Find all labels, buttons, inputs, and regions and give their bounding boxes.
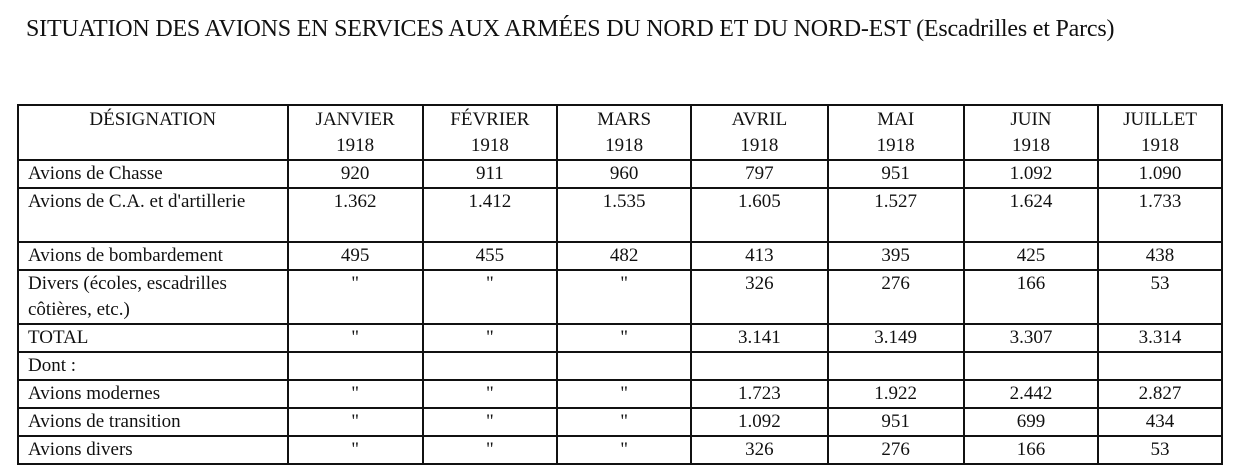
table-row	[18, 324, 1222, 352]
table-cell: 3.149	[828, 324, 964, 352]
table-body	[18, 160, 1222, 464]
table-cell: "	[557, 270, 691, 324]
table-cell: 1.605	[691, 188, 827, 242]
column-header	[964, 105, 1098, 160]
table-row	[18, 408, 1222, 436]
table-header-row	[18, 105, 1222, 160]
table-cell: "	[288, 324, 423, 352]
row-label: Avions divers	[18, 436, 288, 464]
designation-header: DÉSIGNATION	[18, 105, 288, 160]
row-label: Avions de Chasse	[18, 160, 288, 188]
table-cell: 951	[828, 408, 964, 436]
table-cell: 1.535	[557, 188, 691, 242]
column-header	[423, 105, 557, 160]
table-cell: 1.624	[964, 188, 1098, 242]
table-cell: "	[423, 270, 557, 324]
table-cell: 434	[1098, 408, 1222, 436]
table-row	[18, 380, 1222, 408]
table-cell	[1098, 352, 1222, 380]
table-row	[18, 160, 1222, 188]
table-cell: "	[288, 380, 423, 408]
table-cell: 1.092	[964, 160, 1098, 188]
table-row	[18, 436, 1222, 464]
column-year: 1918	[876, 135, 915, 156]
table-cell: 425	[964, 242, 1098, 270]
column-month: AVRIL	[731, 109, 788, 130]
table-cell: 3.141	[691, 324, 827, 352]
row-label: Avions de C.A. et d'artillerie	[18, 188, 288, 242]
column-year: 1918	[605, 135, 644, 156]
column-month: JUIN	[1010, 109, 1052, 130]
table-cell: 1.090	[1098, 160, 1222, 188]
table-cell: 1.092	[691, 408, 827, 436]
table-cell	[557, 352, 691, 380]
table-cell: 455	[423, 242, 557, 270]
table-cell: 53	[1098, 270, 1222, 324]
column-year: 1918	[1011, 135, 1050, 156]
table-cell: 3.307	[964, 324, 1098, 352]
row-label: Avions de transition	[18, 408, 288, 436]
row-label: Avions modernes	[18, 380, 288, 408]
row-label: Divers (écoles, escadrilles côtières, etc.)	[18, 270, 288, 324]
column-year: 1918	[1141, 135, 1180, 156]
column-month: JUILLET	[1123, 109, 1197, 130]
table-cell: 53	[1098, 436, 1222, 464]
table-cell: 951	[828, 160, 964, 188]
table-cell: 326	[691, 270, 827, 324]
table-cell: "	[557, 324, 691, 352]
table-cell: 1.412	[423, 188, 557, 242]
table-cell: 482	[557, 242, 691, 270]
table-cell: "	[557, 436, 691, 464]
table-cell: 960	[557, 160, 691, 188]
table-cell: 699	[964, 408, 1098, 436]
table-row	[18, 188, 1222, 242]
table-cell: "	[557, 408, 691, 436]
table-cell: "	[423, 324, 557, 352]
column-year: 1918	[740, 135, 779, 156]
table-cell: 276	[828, 436, 964, 464]
table-cell: 166	[964, 436, 1098, 464]
column-month: JANVIER	[315, 109, 395, 130]
table-cell	[423, 352, 557, 380]
table-cell: 495	[288, 242, 423, 270]
table-cell	[288, 352, 423, 380]
table-cell: 2.442	[964, 380, 1098, 408]
table-row	[18, 270, 1222, 324]
table-cell: 395	[828, 242, 964, 270]
table-cell: "	[423, 436, 557, 464]
table-cell: "	[288, 270, 423, 324]
table-cell	[691, 352, 827, 380]
table-cell: 276	[828, 270, 964, 324]
column-header	[691, 105, 827, 160]
table-cell: 2.827	[1098, 380, 1222, 408]
table-cell: 413	[691, 242, 827, 270]
table-cell: "	[288, 436, 423, 464]
column-month: MAI	[877, 109, 915, 130]
table-cell: 1.362	[288, 188, 423, 242]
table-cell: 1.527	[828, 188, 964, 242]
table-row	[18, 242, 1222, 270]
table-cell: 797	[691, 160, 827, 188]
column-header	[557, 105, 691, 160]
aircraft-table	[17, 104, 1223, 465]
row-label: Dont :	[18, 352, 288, 380]
column-header	[828, 105, 964, 160]
table-cell: 438	[1098, 242, 1222, 270]
table-cell: 326	[691, 436, 827, 464]
column-month: FÉVRIER	[450, 109, 530, 130]
row-label: Avions de bombardement	[18, 242, 288, 270]
table-cell: "	[288, 408, 423, 436]
column-month: MARS	[597, 109, 652, 130]
table-cell	[828, 352, 964, 380]
table-cell: "	[423, 408, 557, 436]
table-cell: 911	[423, 160, 557, 188]
table-cell: 1.922	[828, 380, 964, 408]
table-cell: 3.314	[1098, 324, 1222, 352]
table-cell: "	[557, 380, 691, 408]
table-cell: 1.723	[691, 380, 827, 408]
column-header	[288, 105, 423, 160]
document-title: SITUATION DES AVIONS EN SERVICES AUX ARMÉES DU NORD ET DU NORD-EST (Escadrilles et Parcs)	[26, 16, 1115, 42]
column-header	[1098, 105, 1222, 160]
table-cell: 166	[964, 270, 1098, 324]
column-year: 1918	[470, 135, 509, 156]
row-label: TOTAL	[18, 324, 288, 352]
table-cell	[964, 352, 1098, 380]
table-row	[18, 352, 1222, 380]
table-cell: 1.733	[1098, 188, 1222, 242]
table-cell: "	[423, 380, 557, 408]
column-year: 1918	[336, 135, 375, 156]
table-cell: 920	[288, 160, 423, 188]
